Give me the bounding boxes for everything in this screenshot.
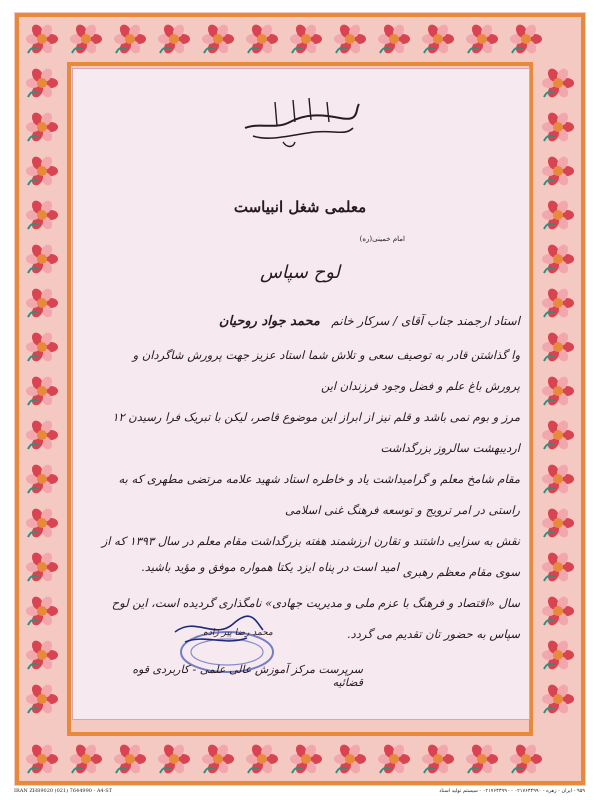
signer-name: محمد رضا پیر زاده [203,628,273,638]
body-line: سال «اقتصاد و فرهنگ با عزم ملی و مدیریت جهادی» نامگذاری گردیده است، این لوح سپاس به حضور تان تقدیم می گردد. [111,596,520,641]
body-line: مقام شامخ معلم و گرامیداشت یاد و خاطره استاد شهید علامه مرتضی مطهری که به راستی در امر ترویج و توسعه فرهنگ غنی اسلامی [118,472,520,517]
closing-line: امید است در پناه ایزد یکتا همواره موفق و مؤید باشید. [141,560,399,574]
certificate-body [100,340,520,650]
footer-publisher-info: ۹۵۹ - ایران - زهره - ۰۲۱۷۶۴۴۹۹۰ - ۰۲۱۷۶۴۴۹۹۰ - سیستم تولید اسناد [439,788,585,794]
recipient-name: محمد جواد روحیان [218,314,320,329]
certificate-title: معلمی شغل انبیاست [233,198,367,216]
salutation-line [150,314,520,329]
body-line: وا گذاشتن قادر به توصیف سعی و تلاش شما استاد عزیز جهت پرورش شاگردان و پرورش باغ علم و فضل وجود فرزندان این [132,348,520,393]
quote-attribution: امام خمینی(ره) [359,235,405,243]
body-line: مرز و بوم نمی باشد و قلم نیز از ابراز این موضوع قاصر، لیکن با تبریک فرا رسیدن ۱۲ اردیبهشت سالروز بزرگداشت [112,410,520,455]
salutation-prefix: استاد ارجمند جناب آقای / سرکار خانم [331,314,520,328]
signer-title: سرپرست مرکز آموزش عالی علمی - کاربردی قوه قضائیه [132,663,363,689]
footer-print-code: IRAN ZH89020 (021) 7644990 - A4-ST [14,788,113,794]
body-line: نقش به سزایی داشتند و تقارن ارزشمند هفته بزرگداشت مقام معلم در سال ۱۳۹۳ که از سوی مقام معظم رهبری [101,534,520,579]
basmala-calligraphy [235,92,365,150]
certificate-heading: لوح سپاس [259,262,341,283]
